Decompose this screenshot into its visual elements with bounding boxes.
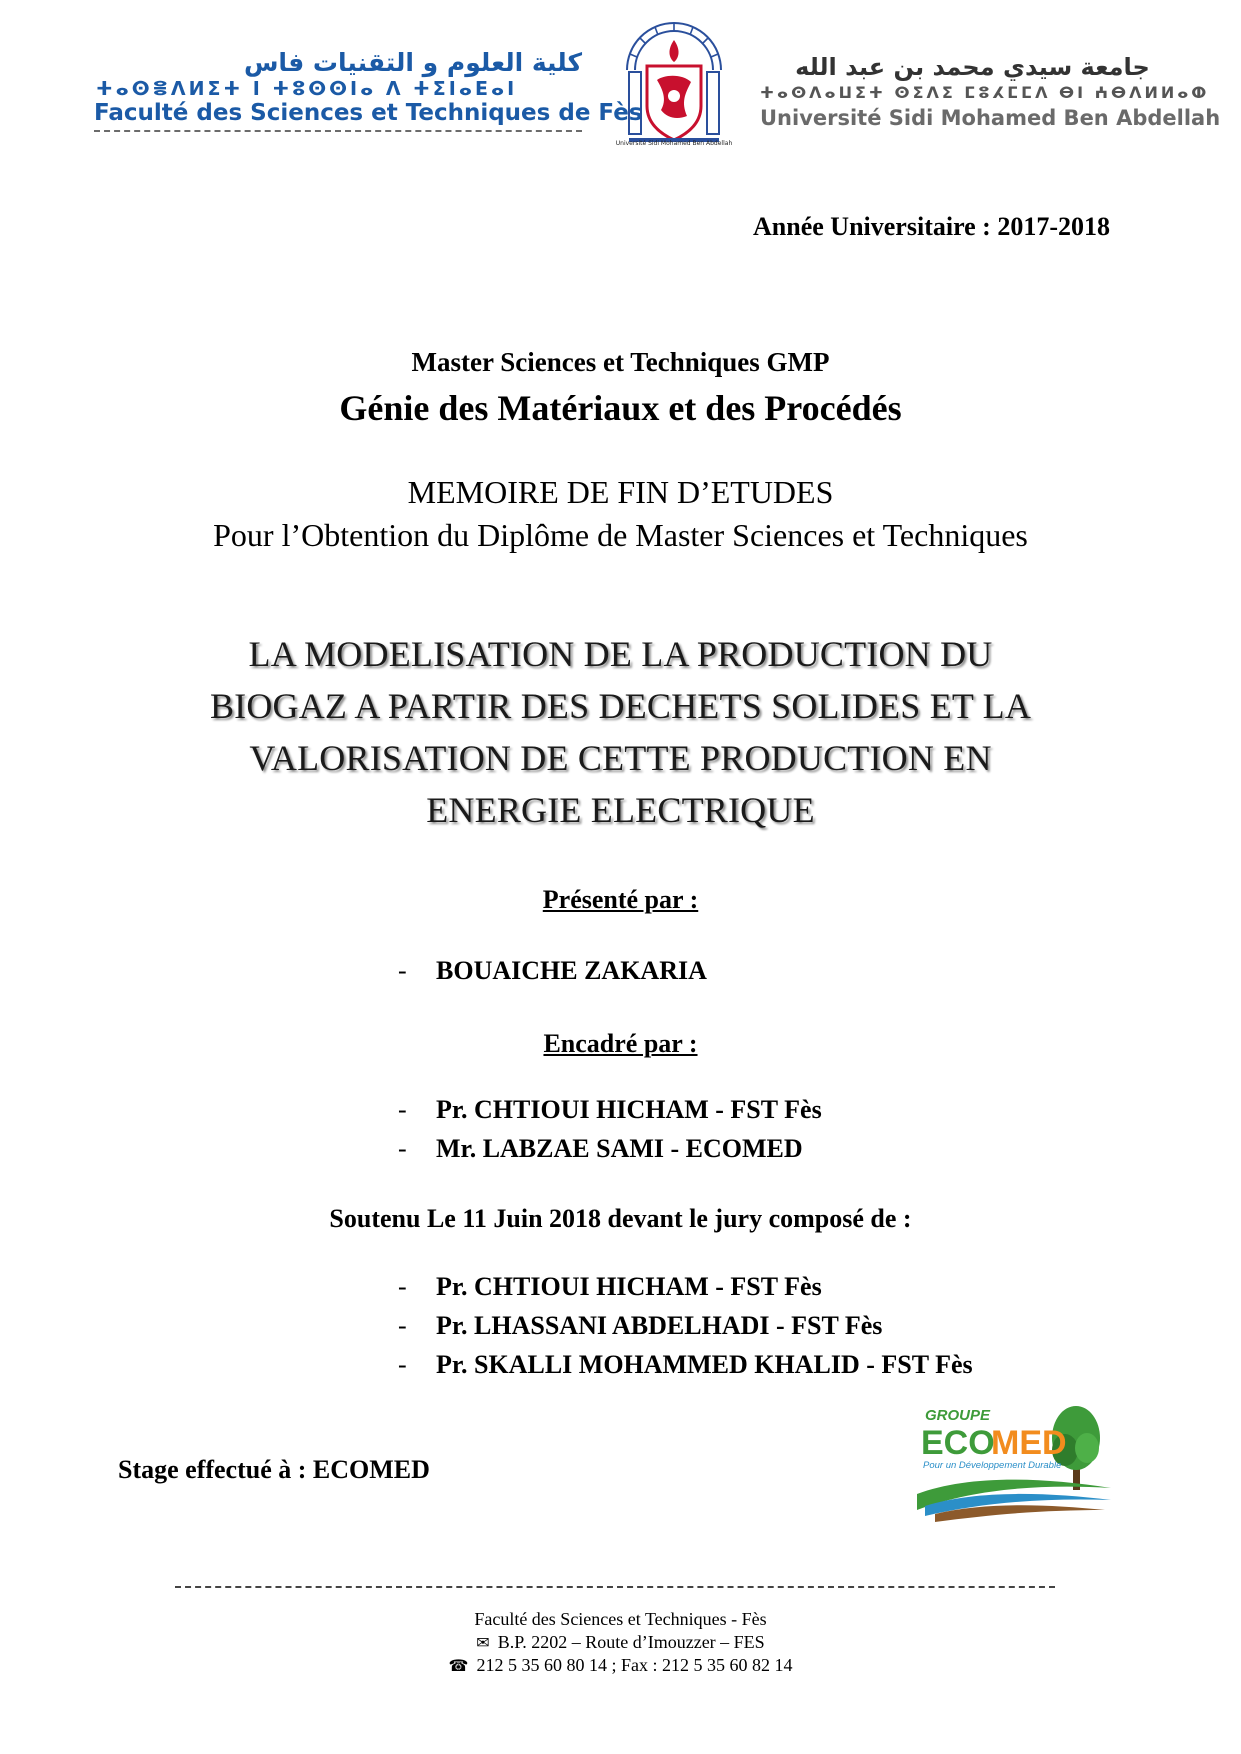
diploma-line: Pour l’Obtention du Diplôme de Master Sciences et Techniques <box>213 517 1028 553</box>
list-dash: - <box>398 1134 407 1163</box>
usmba-logo <box>760 52 1221 132</box>
thesis-title-line: VALORISATION DE CETTE PRODUCTION EN <box>249 738 992 778</box>
list-dash: - <box>398 956 407 985</box>
internship-line: Stage effectué à : ECOMED <box>118 1455 430 1484</box>
list-dash: - <box>398 1272 407 1301</box>
footer-phone <box>0 1654 1241 1677</box>
presented-by-heading <box>0 885 1241 915</box>
master-specialty: Génie des Matériaux et des Procédés <box>339 388 902 428</box>
jury-item <box>398 1272 822 1302</box>
thesis-title-line: BIOGAZ A PARTIR DES DECHETS SOLIDES ET LA <box>209 686 1032 726</box>
jury-member: Pr. CHTIOUI HICHAM - FST Fès <box>436 1272 822 1301</box>
mailbox-icon: ✉ <box>476 1633 490 1652</box>
ecomed-eco-text: ECO <box>921 1424 995 1462</box>
list-dash: - <box>398 1095 407 1124</box>
supervised-by-label: Encadré par : <box>543 1029 698 1058</box>
footer-divider <box>175 1586 1055 1588</box>
academic-year: Année Universitaire : 2017-2018 <box>753 212 1110 241</box>
defense-line: Soutenu Le 11 Juin 2018 devant le jury composé de : <box>329 1204 912 1233</box>
crest-caption: Université Sidi Mohamed Ben Abdellah <box>615 140 733 147</box>
usmba-arabic-name: جامعة سيدي محمد بن عبد الله <box>795 53 1150 81</box>
jury-item <box>398 1311 882 1341</box>
ecomed-med-text: MED <box>991 1424 1067 1462</box>
author-item <box>398 956 707 986</box>
presented-by-label: Présenté par : <box>542 885 699 914</box>
supervisor-name: Mr. LABZAE SAMI - ECOMED <box>436 1134 803 1163</box>
fst-arabic-name: كلية العلوم و التقنيات فاس <box>243 48 582 77</box>
usmba-french-name: Université Sidi Mohamed Ben Abdellah <box>760 106 1221 130</box>
master-program: Master Sciences et Techniques GMP <box>411 347 830 377</box>
thesis-title <box>0 628 1241 836</box>
ecomed-logo <box>915 1398 1115 1524</box>
footer-address <box>0 1631 1241 1654</box>
jury-member: Pr. SKALLI MOHAMMED KHALID - FST Fès <box>436 1350 973 1379</box>
supervisor-item <box>398 1095 822 1125</box>
university-crest-icon <box>615 10 733 152</box>
ecomed-tagline: Pour un Développement Durable <box>923 1460 1062 1471</box>
footer-phone-text: 212 5 35 60 80 14 ; Fax : 212 5 35 60 82 14 <box>476 1655 793 1675</box>
fst-french-name: Faculté des Sciences et Techniques de Fès <box>94 100 643 126</box>
thesis-title-line: ENERGIE ELECTRIQUE <box>426 790 815 830</box>
memoire-heading: MEMOIRE DE FIN D’ETUDES <box>407 474 834 510</box>
phone-icon: ☎ <box>448 1656 469 1675</box>
fst-logo <box>94 48 643 132</box>
footer-institution: Faculté des Sciences et Techniques - Fès <box>474 1609 767 1629</box>
author-name: BOUAICHE ZAKARIA <box>436 956 707 985</box>
list-dash: - <box>398 1311 407 1340</box>
supervisor-name: Pr. CHTIOUI HICHAM - FST Fès <box>436 1095 822 1124</box>
jury-item <box>398 1350 973 1380</box>
usmba-tifinagh-name: ⵜⴰⵙⴷⴰⵡⵉⵜ ⵙⵉⴷⵉ ⵎⵓⵃⵎⵎⴷ ⴱⵏ ⵄⴱⴷⵍⵍⴰⵀ <box>760 83 1210 102</box>
thesis-title-line: LA MODELISATION DE LA PRODUCTION DU <box>248 634 993 674</box>
list-dash: - <box>398 1350 407 1379</box>
supervisor-item <box>398 1134 803 1164</box>
footer-address-text: B.P. 2202 – Route d’Imouzzer – FES <box>497 1632 765 1652</box>
fst-tifinagh-name: ⵜⴰⵙⴻⴷⵍⵉⵜ ⵏ ⵜⵓⵙⵙⵏⴰ ⴷ ⵜⵉⵏⴰⴹⴰⵏ <box>96 78 518 100</box>
jury-member: Pr. LHASSANI ABDELHADI - FST Fès <box>436 1311 883 1340</box>
supervised-by-heading <box>0 1029 1241 1059</box>
fst-logo-underline <box>94 130 582 132</box>
ecomed-groupe-text: GROUPE <box>925 1407 991 1424</box>
